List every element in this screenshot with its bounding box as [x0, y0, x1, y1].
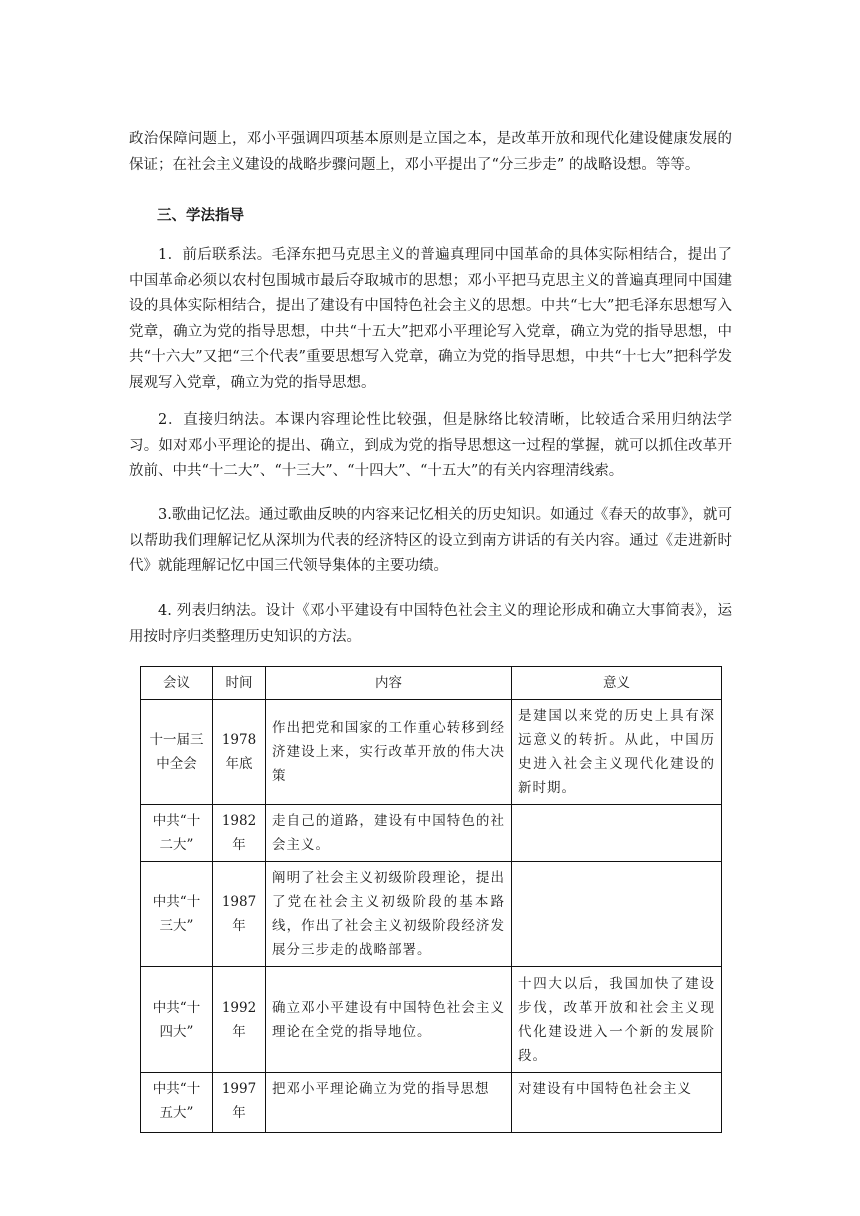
section-heading: 三、学法指导 — [157, 207, 244, 224]
method-4-paragraph: 4. 列表归纳法。设计《邓小平建设有中国特色社会主义的理论形成和确立大事简表》，运用按时序归类整理历史知识的方法。 — [129, 603, 732, 645]
cell-content: 走自己的道路，建设有中国特色的社会主义。 — [266, 805, 512, 862]
table-row — [141, 967, 722, 1073]
table-row — [141, 805, 722, 862]
header-content: 内容 — [266, 667, 512, 700]
header-significance: 意义 — [512, 667, 722, 700]
header-time: 时间 — [213, 667, 266, 700]
cell-meeting: 中共“十三大” — [141, 862, 213, 967]
table-row — [141, 1073, 722, 1133]
events-table — [140, 666, 722, 1133]
cell-meeting: 中共“十二大” — [141, 805, 213, 862]
cell-meeting: 中共“十四大” — [141, 967, 213, 1073]
cell-time: 1982年 — [213, 805, 266, 862]
method-2-paragraph: 2．直接归纳法。本课内容理论性比较强，但是脉络比较清晰，比较适合采用归纳法学习。如对邓小平理论的提出、确立，到成为党的指导思想这一过程的掌握，就可以抓住改革开放前、中共“十二大”、“十三大”、“十四大”、“十五大”的有关内容理清线索。 — [129, 412, 732, 479]
cell-content: 阐明了社会主义初级阶段理论，提出了党在社会主义初级阶段的基本路线，作出了社会主义初级阶段经济发展分三步走的战略部署。 — [266, 862, 512, 967]
method-1-paragraph: 1．前后联系法。毛泽东把马克思主义的普遍真理同中国革命的具体实际相结合，提出了中国革命必须以农村包围城市最后夺取城市的思想；邓小平把马克思主义的普遍真理同中国建设的具体实际相结合，提出了建设有中国特色社会主义的思想。中共“七大”把毛泽东思想写入党章，确立为党的指导思想，中共“十五大”把邓小平理论写入党章，确立为党的指导思想，中共“十六大”又把“三个代表”重要思想写入党章，确立为党的指导思想，中共“十七大”把科学发展观写入党章，确立为党的指导思想。 — [129, 247, 732, 391]
cell-time: 1987年 — [213, 862, 266, 967]
cell-time: 1978年底 — [213, 700, 266, 805]
cell-meeting: 十一届三中全会 — [141, 700, 213, 805]
cell-content: 确立邓小平建设有中国特色社会主义理论在全党的指导地位。 — [266, 967, 512, 1073]
cell-meeting: 中共“十五大” — [141, 1073, 213, 1133]
method-3-paragraph: 3.歌曲记忆法。通过歌曲反映的内容来记忆相关的历史知识。如通过《春天的故事》，就可以帮助我们理解记忆从深圳为代表的经济特区的设立到南方讲话的有关内容。通过《走进新时代》就能理解记忆中国三代领导集体的主要功绩。 — [129, 507, 732, 574]
cell-significance: 是建国以来党的历史上具有深远意义的转折。从此，中国历史进入社会主义现代化建设的新时期。 — [512, 700, 722, 805]
table-row — [141, 700, 722, 805]
cell-time: 1997年 — [213, 1073, 266, 1133]
table-row — [141, 862, 722, 967]
intro-paragraph: 政治保障问题上，邓小平强调四项基本原则是立国之本，是改革开放和现代化建设健康发展的保证；在社会主义建设的战略步骤问题上，邓小平提出了“分三步走” 的战略设想。等等。 — [129, 131, 732, 173]
cell-significance: 对建设有中国特色社会主义 — [512, 1073, 722, 1133]
cell-significance — [512, 862, 722, 967]
cell-significance: 十四大以后，我国加快了建设步伐，改革开放和社会主义现代化建设进入一个新的发展阶段。 — [512, 967, 722, 1073]
cell-time: 1992年 — [213, 967, 266, 1073]
cell-content: 作出把党和国家的工作重心转移到经济建设上来，实行改革开放的伟大决策 — [266, 700, 512, 805]
cell-significance — [512, 805, 722, 862]
table-header-row — [141, 667, 722, 700]
cell-content: 把邓小平理论确立为党的指导思想 — [266, 1073, 512, 1133]
header-meeting: 会议 — [141, 667, 213, 700]
